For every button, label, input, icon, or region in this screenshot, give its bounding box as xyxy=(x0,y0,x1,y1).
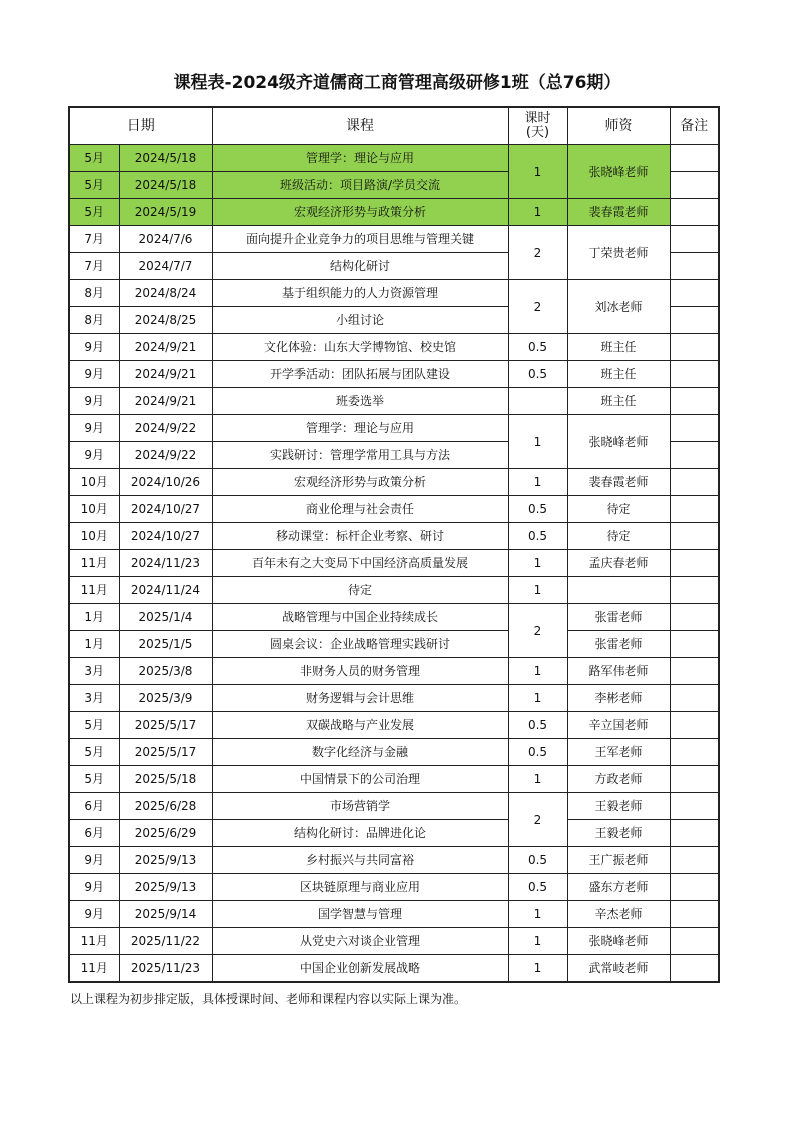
header-hours: 课时 (天) xyxy=(508,107,567,145)
cell-teacher: 方政老师 xyxy=(567,766,670,793)
cell-date: 2024/9/21 xyxy=(119,361,212,388)
cell-month: 11月 xyxy=(69,550,119,577)
cell-course: 面向提升企业竞争力的项目思维与管理关键 xyxy=(212,226,508,253)
cell-course: 非财务人员的财务管理 xyxy=(212,658,508,685)
cell-course: 百年未有之大变局下中国经济高质量发展 xyxy=(212,550,508,577)
cell-note xyxy=(670,226,719,253)
cell-teacher xyxy=(567,577,670,604)
cell-hours: 1 xyxy=(508,658,567,685)
cell-course: 中国情景下的公司治理 xyxy=(212,766,508,793)
table-row xyxy=(69,712,719,739)
cell-course: 班委选举 xyxy=(212,388,508,415)
cell-hours: 1 xyxy=(508,901,567,928)
table-row xyxy=(69,226,719,253)
cell-date: 2025/1/4 xyxy=(119,604,212,631)
table-header-row xyxy=(69,107,719,145)
cell-teacher: 刘冰老师 xyxy=(567,280,670,334)
cell-note xyxy=(670,766,719,793)
page-title: 课程表-2024级齐道儒商工商管理高级研修1班（总76期） xyxy=(173,73,621,93)
table-row xyxy=(69,361,719,388)
cell-date: 2025/3/9 xyxy=(119,685,212,712)
cell-month: 10月 xyxy=(69,523,119,550)
table-row xyxy=(69,739,719,766)
table-row xyxy=(69,469,719,496)
cell-hours: 0.5 xyxy=(508,712,567,739)
cell-course: 圆桌会议：企业战略管理实践研讨 xyxy=(212,631,508,658)
cell-hours: 0.5 xyxy=(508,739,567,766)
table-row xyxy=(69,334,719,361)
cell-teacher: 王广振老师 xyxy=(567,847,670,874)
table-row xyxy=(69,685,719,712)
cell-date: 2024/11/23 xyxy=(119,550,212,577)
cell-hours: 2 xyxy=(508,793,567,847)
cell-hours: 1 xyxy=(508,550,567,577)
cell-date: 2025/9/14 xyxy=(119,901,212,928)
cell-date: 2024/7/6 xyxy=(119,226,212,253)
cell-hours: 2 xyxy=(508,604,567,658)
cell-teacher: 王毅老师 xyxy=(567,820,670,847)
cell-month: 8月 xyxy=(69,307,119,334)
table-row xyxy=(69,145,719,172)
table-row xyxy=(69,604,719,631)
cell-hours: 1 xyxy=(508,685,567,712)
schedule-table xyxy=(68,106,720,983)
cell-note xyxy=(670,793,719,820)
cell-hours: 0.5 xyxy=(508,523,567,550)
cell-month: 10月 xyxy=(69,469,119,496)
cell-month: 9月 xyxy=(69,334,119,361)
cell-course: 开学季活动：团队拓展与团队建设 xyxy=(212,361,508,388)
table-row xyxy=(69,658,719,685)
cell-month: 11月 xyxy=(69,577,119,604)
cell-course: 移动课堂：标杆企业考察、研讨 xyxy=(212,523,508,550)
cell-note xyxy=(670,820,719,847)
cell-course: 财务逻辑与会计思维 xyxy=(212,685,508,712)
table-row xyxy=(69,901,719,928)
cell-note xyxy=(670,712,719,739)
cell-month: 5月 xyxy=(69,172,119,199)
cell-hours: 2 xyxy=(508,280,567,334)
cell-teacher: 盛东方老师 xyxy=(567,874,670,901)
cell-note xyxy=(670,874,719,901)
cell-note xyxy=(670,577,719,604)
cell-note xyxy=(670,469,719,496)
cell-course: 战略管理与中国企业持续成长 xyxy=(212,604,508,631)
cell-date: 2024/9/21 xyxy=(119,388,212,415)
cell-note xyxy=(670,388,719,415)
header-teacher: 师资 xyxy=(567,107,670,145)
cell-month: 3月 xyxy=(69,685,119,712)
cell-hours: 1 xyxy=(508,415,567,469)
cell-teacher: 孟庆春老师 xyxy=(567,550,670,577)
cell-hours: 1 xyxy=(508,199,567,226)
cell-date: 2024/5/18 xyxy=(119,172,212,199)
cell-note xyxy=(670,145,719,172)
cell-note xyxy=(670,928,719,955)
cell-month: 9月 xyxy=(69,874,119,901)
cell-teacher: 张晓峰老师 xyxy=(567,928,670,955)
cell-hours: 0.5 xyxy=(508,874,567,901)
cell-month: 9月 xyxy=(69,847,119,874)
cell-month: 8月 xyxy=(69,280,119,307)
cell-hours: 2 xyxy=(508,226,567,280)
cell-date: 2024/7/7 xyxy=(119,253,212,280)
cell-date: 2025/5/17 xyxy=(119,739,212,766)
cell-course: 文化体验：山东大学博物馆、校史馆 xyxy=(212,334,508,361)
cell-date: 2025/5/18 xyxy=(119,766,212,793)
cell-teacher: 辛杰老师 xyxy=(567,901,670,928)
cell-month: 5月 xyxy=(69,145,119,172)
cell-course: 宏观经济形势与政策分析 xyxy=(212,469,508,496)
table-row xyxy=(69,766,719,793)
cell-month: 5月 xyxy=(69,739,119,766)
cell-teacher: 丁荣贵老师 xyxy=(567,226,670,280)
cell-month: 11月 xyxy=(69,928,119,955)
cell-teacher: 裴春霞老师 xyxy=(567,199,670,226)
cell-course: 中国企业创新发展战略 xyxy=(212,955,508,983)
cell-date: 2024/10/27 xyxy=(119,523,212,550)
cell-course: 管理学：理论与应用 xyxy=(212,145,508,172)
cell-hours: 0.5 xyxy=(508,496,567,523)
cell-month: 3月 xyxy=(69,658,119,685)
cell-note xyxy=(670,901,719,928)
cell-note xyxy=(670,361,719,388)
cell-month: 9月 xyxy=(69,415,119,442)
header-date: 日期 xyxy=(69,107,212,145)
cell-course: 基于组织能力的人力资源管理 xyxy=(212,280,508,307)
cell-month: 1月 xyxy=(69,604,119,631)
cell-month: 9月 xyxy=(69,901,119,928)
cell-hours: 0.5 xyxy=(508,361,567,388)
cell-month: 5月 xyxy=(69,712,119,739)
cell-course: 实践研讨：管理学常用工具与方法 xyxy=(212,442,508,469)
cell-date: 2025/6/28 xyxy=(119,793,212,820)
cell-teacher: 张晓峰老师 xyxy=(567,145,670,199)
cell-note xyxy=(670,604,719,631)
cell-course: 待定 xyxy=(212,577,508,604)
cell-note xyxy=(670,685,719,712)
table-row xyxy=(69,523,719,550)
cell-month: 11月 xyxy=(69,955,119,983)
cell-note xyxy=(670,307,719,334)
cell-month: 1月 xyxy=(69,631,119,658)
cell-teacher: 路军伟老师 xyxy=(567,658,670,685)
cell-date: 2024/11/24 xyxy=(119,577,212,604)
cell-teacher: 张晓峰老师 xyxy=(567,415,670,469)
cell-note xyxy=(670,631,719,658)
cell-month: 6月 xyxy=(69,793,119,820)
cell-hours: 0.5 xyxy=(508,334,567,361)
footer-note: 以上课程为初步排定版，具体授课时间、老师和课程内容以实际上课为准。 xyxy=(70,992,467,1006)
cell-note xyxy=(670,442,719,469)
cell-teacher: 班主任 xyxy=(567,361,670,388)
table-row xyxy=(69,415,719,442)
cell-teacher: 张雷老师 xyxy=(567,631,670,658)
cell-teacher: 辛立国老师 xyxy=(567,712,670,739)
cell-note xyxy=(670,658,719,685)
cell-teacher: 裴春霞老师 xyxy=(567,469,670,496)
cell-course: 市场营销学 xyxy=(212,793,508,820)
table-row xyxy=(69,550,719,577)
cell-date: 2025/5/17 xyxy=(119,712,212,739)
cell-course: 乡村振兴与共同富裕 xyxy=(212,847,508,874)
cell-month: 5月 xyxy=(69,199,119,226)
cell-date: 2025/11/23 xyxy=(119,955,212,983)
cell-teacher: 班主任 xyxy=(567,388,670,415)
cell-month: 9月 xyxy=(69,361,119,388)
cell-date: 2024/9/22 xyxy=(119,442,212,469)
table-row xyxy=(69,577,719,604)
cell-date: 2024/8/25 xyxy=(119,307,212,334)
cell-hours: 1 xyxy=(508,766,567,793)
cell-course: 商业伦理与社会责任 xyxy=(212,496,508,523)
cell-teacher: 王军老师 xyxy=(567,739,670,766)
cell-teacher: 待定 xyxy=(567,496,670,523)
header-note: 备注 xyxy=(670,107,719,145)
cell-hours xyxy=(508,388,567,415)
cell-date: 2025/11/22 xyxy=(119,928,212,955)
cell-date: 2024/8/24 xyxy=(119,280,212,307)
cell-hours: 1 xyxy=(508,577,567,604)
cell-date: 2024/9/21 xyxy=(119,334,212,361)
cell-month: 6月 xyxy=(69,820,119,847)
cell-course: 管理学：理论与应用 xyxy=(212,415,508,442)
cell-note xyxy=(670,847,719,874)
cell-teacher: 待定 xyxy=(567,523,670,550)
cell-note xyxy=(670,550,719,577)
cell-month: 9月 xyxy=(69,442,119,469)
cell-course: 宏观经济形势与政策分析 xyxy=(212,199,508,226)
cell-teacher: 王毅老师 xyxy=(567,793,670,820)
cell-course: 数字化经济与金融 xyxy=(212,739,508,766)
cell-teacher: 李彬老师 xyxy=(567,685,670,712)
table-row xyxy=(69,199,719,226)
cell-month: 10月 xyxy=(69,496,119,523)
cell-hours: 1 xyxy=(508,469,567,496)
cell-hours: 1 xyxy=(508,955,567,983)
table-row xyxy=(69,631,719,658)
cell-course: 结构化研讨：品牌进化论 xyxy=(212,820,508,847)
cell-course: 区块链原理与商业应用 xyxy=(212,874,508,901)
table-row xyxy=(69,496,719,523)
cell-note xyxy=(670,739,719,766)
cell-note xyxy=(670,199,719,226)
cell-note xyxy=(670,172,719,199)
cell-course: 从党史六对谈企业管理 xyxy=(212,928,508,955)
table-row xyxy=(69,793,719,820)
cell-course: 结构化研讨 xyxy=(212,253,508,280)
cell-hours: 1 xyxy=(508,145,567,199)
cell-date: 2025/9/13 xyxy=(119,847,212,874)
cell-note xyxy=(670,496,719,523)
cell-month: 9月 xyxy=(69,388,119,415)
cell-month: 7月 xyxy=(69,253,119,280)
cell-course: 国学智慧与管理 xyxy=(212,901,508,928)
cell-date: 2025/3/8 xyxy=(119,658,212,685)
cell-note xyxy=(670,334,719,361)
cell-month: 7月 xyxy=(69,226,119,253)
table-row xyxy=(69,388,719,415)
cell-note xyxy=(670,955,719,983)
cell-date: 2024/5/18 xyxy=(119,145,212,172)
table-row xyxy=(69,955,719,983)
cell-course: 双碳战略与产业发展 xyxy=(212,712,508,739)
cell-course: 班级活动：项目路演/学员交流 xyxy=(212,172,508,199)
cell-date: 2025/6/29 xyxy=(119,820,212,847)
table-row xyxy=(69,928,719,955)
cell-date: 2024/10/26 xyxy=(119,469,212,496)
cell-date: 2025/9/13 xyxy=(119,874,212,901)
table-row xyxy=(69,847,719,874)
table-row xyxy=(69,820,719,847)
cell-hours: 1 xyxy=(508,928,567,955)
header-course: 课程 xyxy=(212,107,508,145)
cell-teacher: 武常岐老师 xyxy=(567,955,670,983)
table-row xyxy=(69,874,719,901)
cell-course: 小组讨论 xyxy=(212,307,508,334)
cell-month: 5月 xyxy=(69,766,119,793)
schedule-body xyxy=(69,145,719,983)
cell-date: 2024/9/22 xyxy=(119,415,212,442)
cell-date: 2024/10/27 xyxy=(119,496,212,523)
cell-note xyxy=(670,415,719,442)
cell-note xyxy=(670,523,719,550)
cell-note xyxy=(670,253,719,280)
cell-date: 2025/1/5 xyxy=(119,631,212,658)
table-row xyxy=(69,280,719,307)
cell-date: 2024/5/19 xyxy=(119,199,212,226)
cell-teacher: 张雷老师 xyxy=(567,604,670,631)
cell-teacher: 班主任 xyxy=(567,334,670,361)
cell-note xyxy=(670,280,719,307)
cell-hours: 0.5 xyxy=(508,847,567,874)
